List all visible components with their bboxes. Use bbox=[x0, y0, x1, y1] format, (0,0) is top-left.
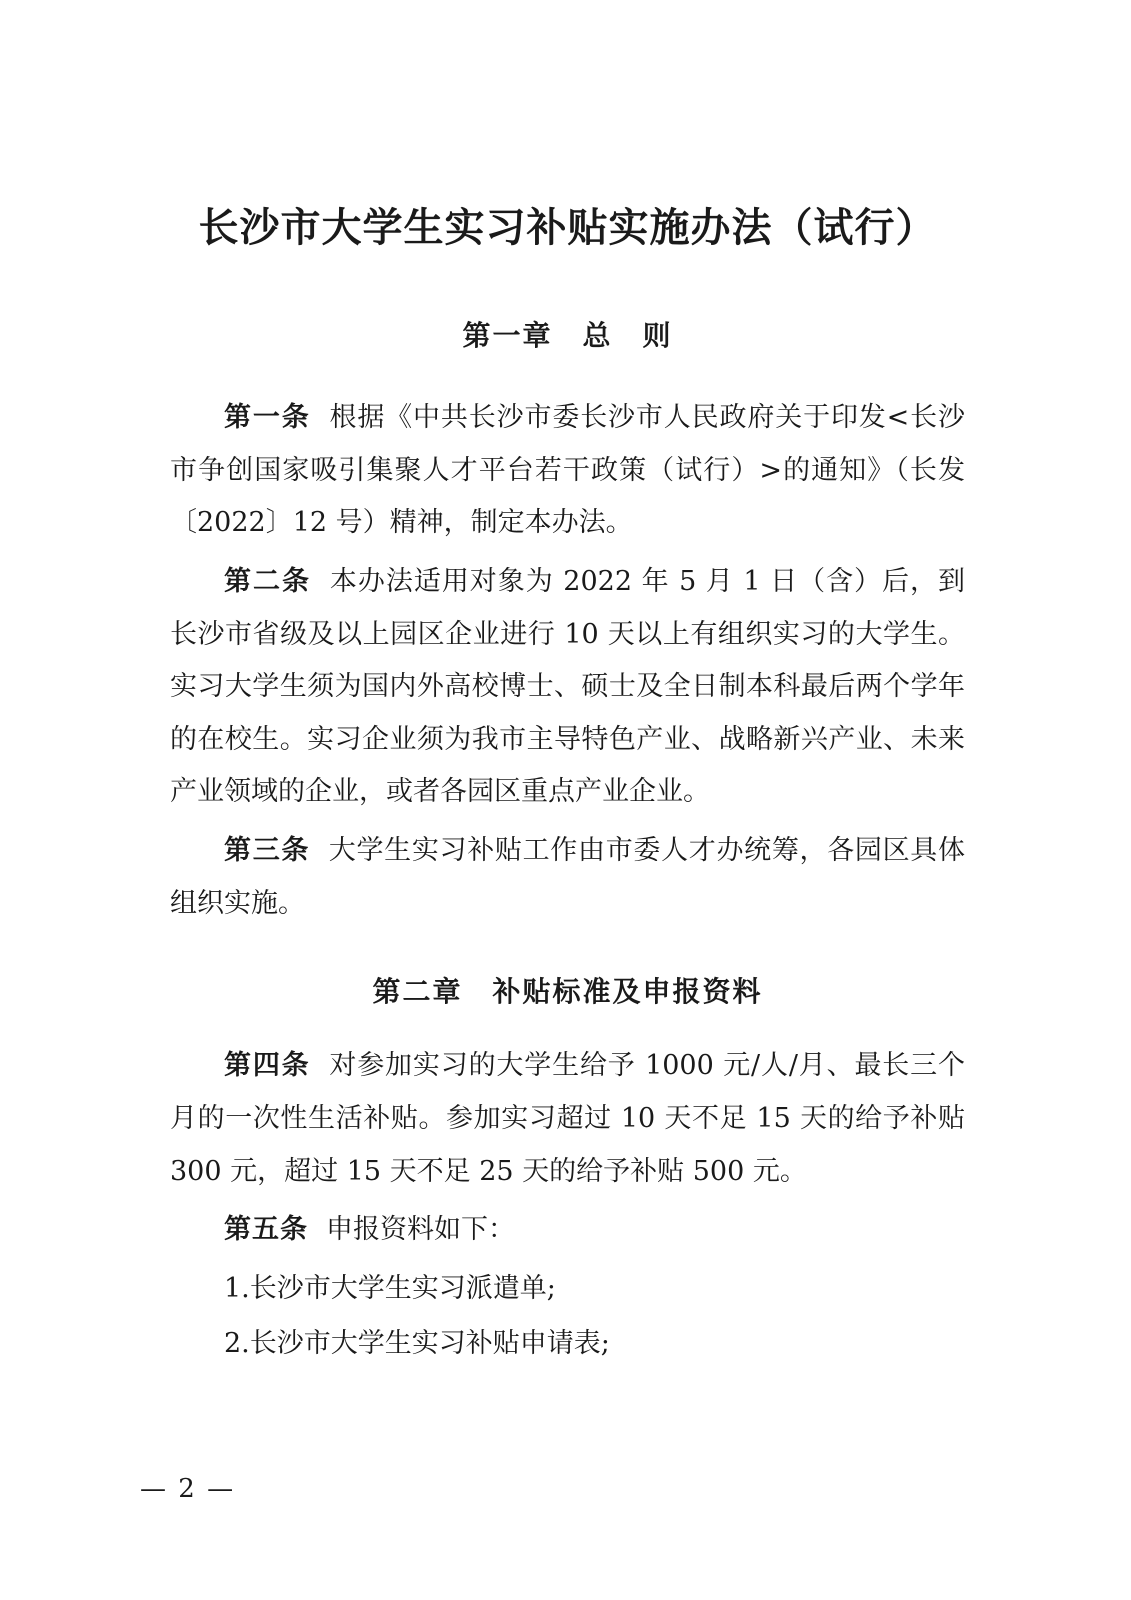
page-title: 长沙市大学生实习补贴实施办法（试行） bbox=[198, 204, 937, 251]
article-paragraph-4 bbox=[170, 1040, 965, 1198]
article-label-1: 第一条 bbox=[224, 402, 311, 433]
article-label-2: 第二条 bbox=[224, 565, 311, 597]
article-text-3: 大学生实习补贴工作由市委人才办统筹，各园区具体组织实施。 bbox=[170, 835, 966, 919]
article-label-3: 第三条 bbox=[224, 835, 311, 867]
article-paragraph-3 bbox=[170, 825, 965, 930]
article-text-2: 本办法适用对象为 2022 年 5 月 1 日（含）后，到长沙市省级及以上园区企业进行 10 天以上有组织实习的大学生。实习大学生须为国内外高校博士、硕士及全日制本科最后两个学年的在校生。实习企业须为我市主导特色产业、战略新兴产业、未来产业领域的企业，或者各园区重点产业企业。 bbox=[170, 565, 965, 808]
article-label-4: 第四条 bbox=[224, 1050, 311, 1082]
article-paragraph-2 bbox=[170, 556, 965, 819]
article-text-5: 申报资料如下： bbox=[326, 1214, 515, 1246]
article-paragraph-5 bbox=[170, 1204, 965, 1257]
list-item: 2.长沙市大学生实习补贴申请表; bbox=[224, 1327, 610, 1359]
chapter-heading-2: 第二章 补贴标准及申报资料 bbox=[372, 975, 763, 1009]
page-number: — 2 — bbox=[140, 1474, 236, 1504]
list-item: 1.长沙市大学生实习派遣单; bbox=[224, 1272, 556, 1304]
article-label-5: 第五条 bbox=[224, 1214, 308, 1246]
article-text-1: 根据《中共长沙市委长沙市人民政府关于印发<长沙市争创国家吸引集聚人才平台若干政策（试行）>的通知》（长发〔2022〕12 号）精神，制定本办法。 bbox=[170, 402, 966, 539]
chapter-heading-1: 第一章 总 则 bbox=[462, 319, 673, 352]
document-body bbox=[170, 200, 965, 1372]
article-text-4: 对参加实习的大学生给予 1000 元/人/月、最长三个月的一次性生活补贴。参加实习超过 10 天不足 15 天的给予补贴 300 元，超过 15 天不足 25 天的给予补贴 500 元。 bbox=[170, 1050, 965, 1187]
article-paragraph-1 bbox=[170, 392, 965, 550]
